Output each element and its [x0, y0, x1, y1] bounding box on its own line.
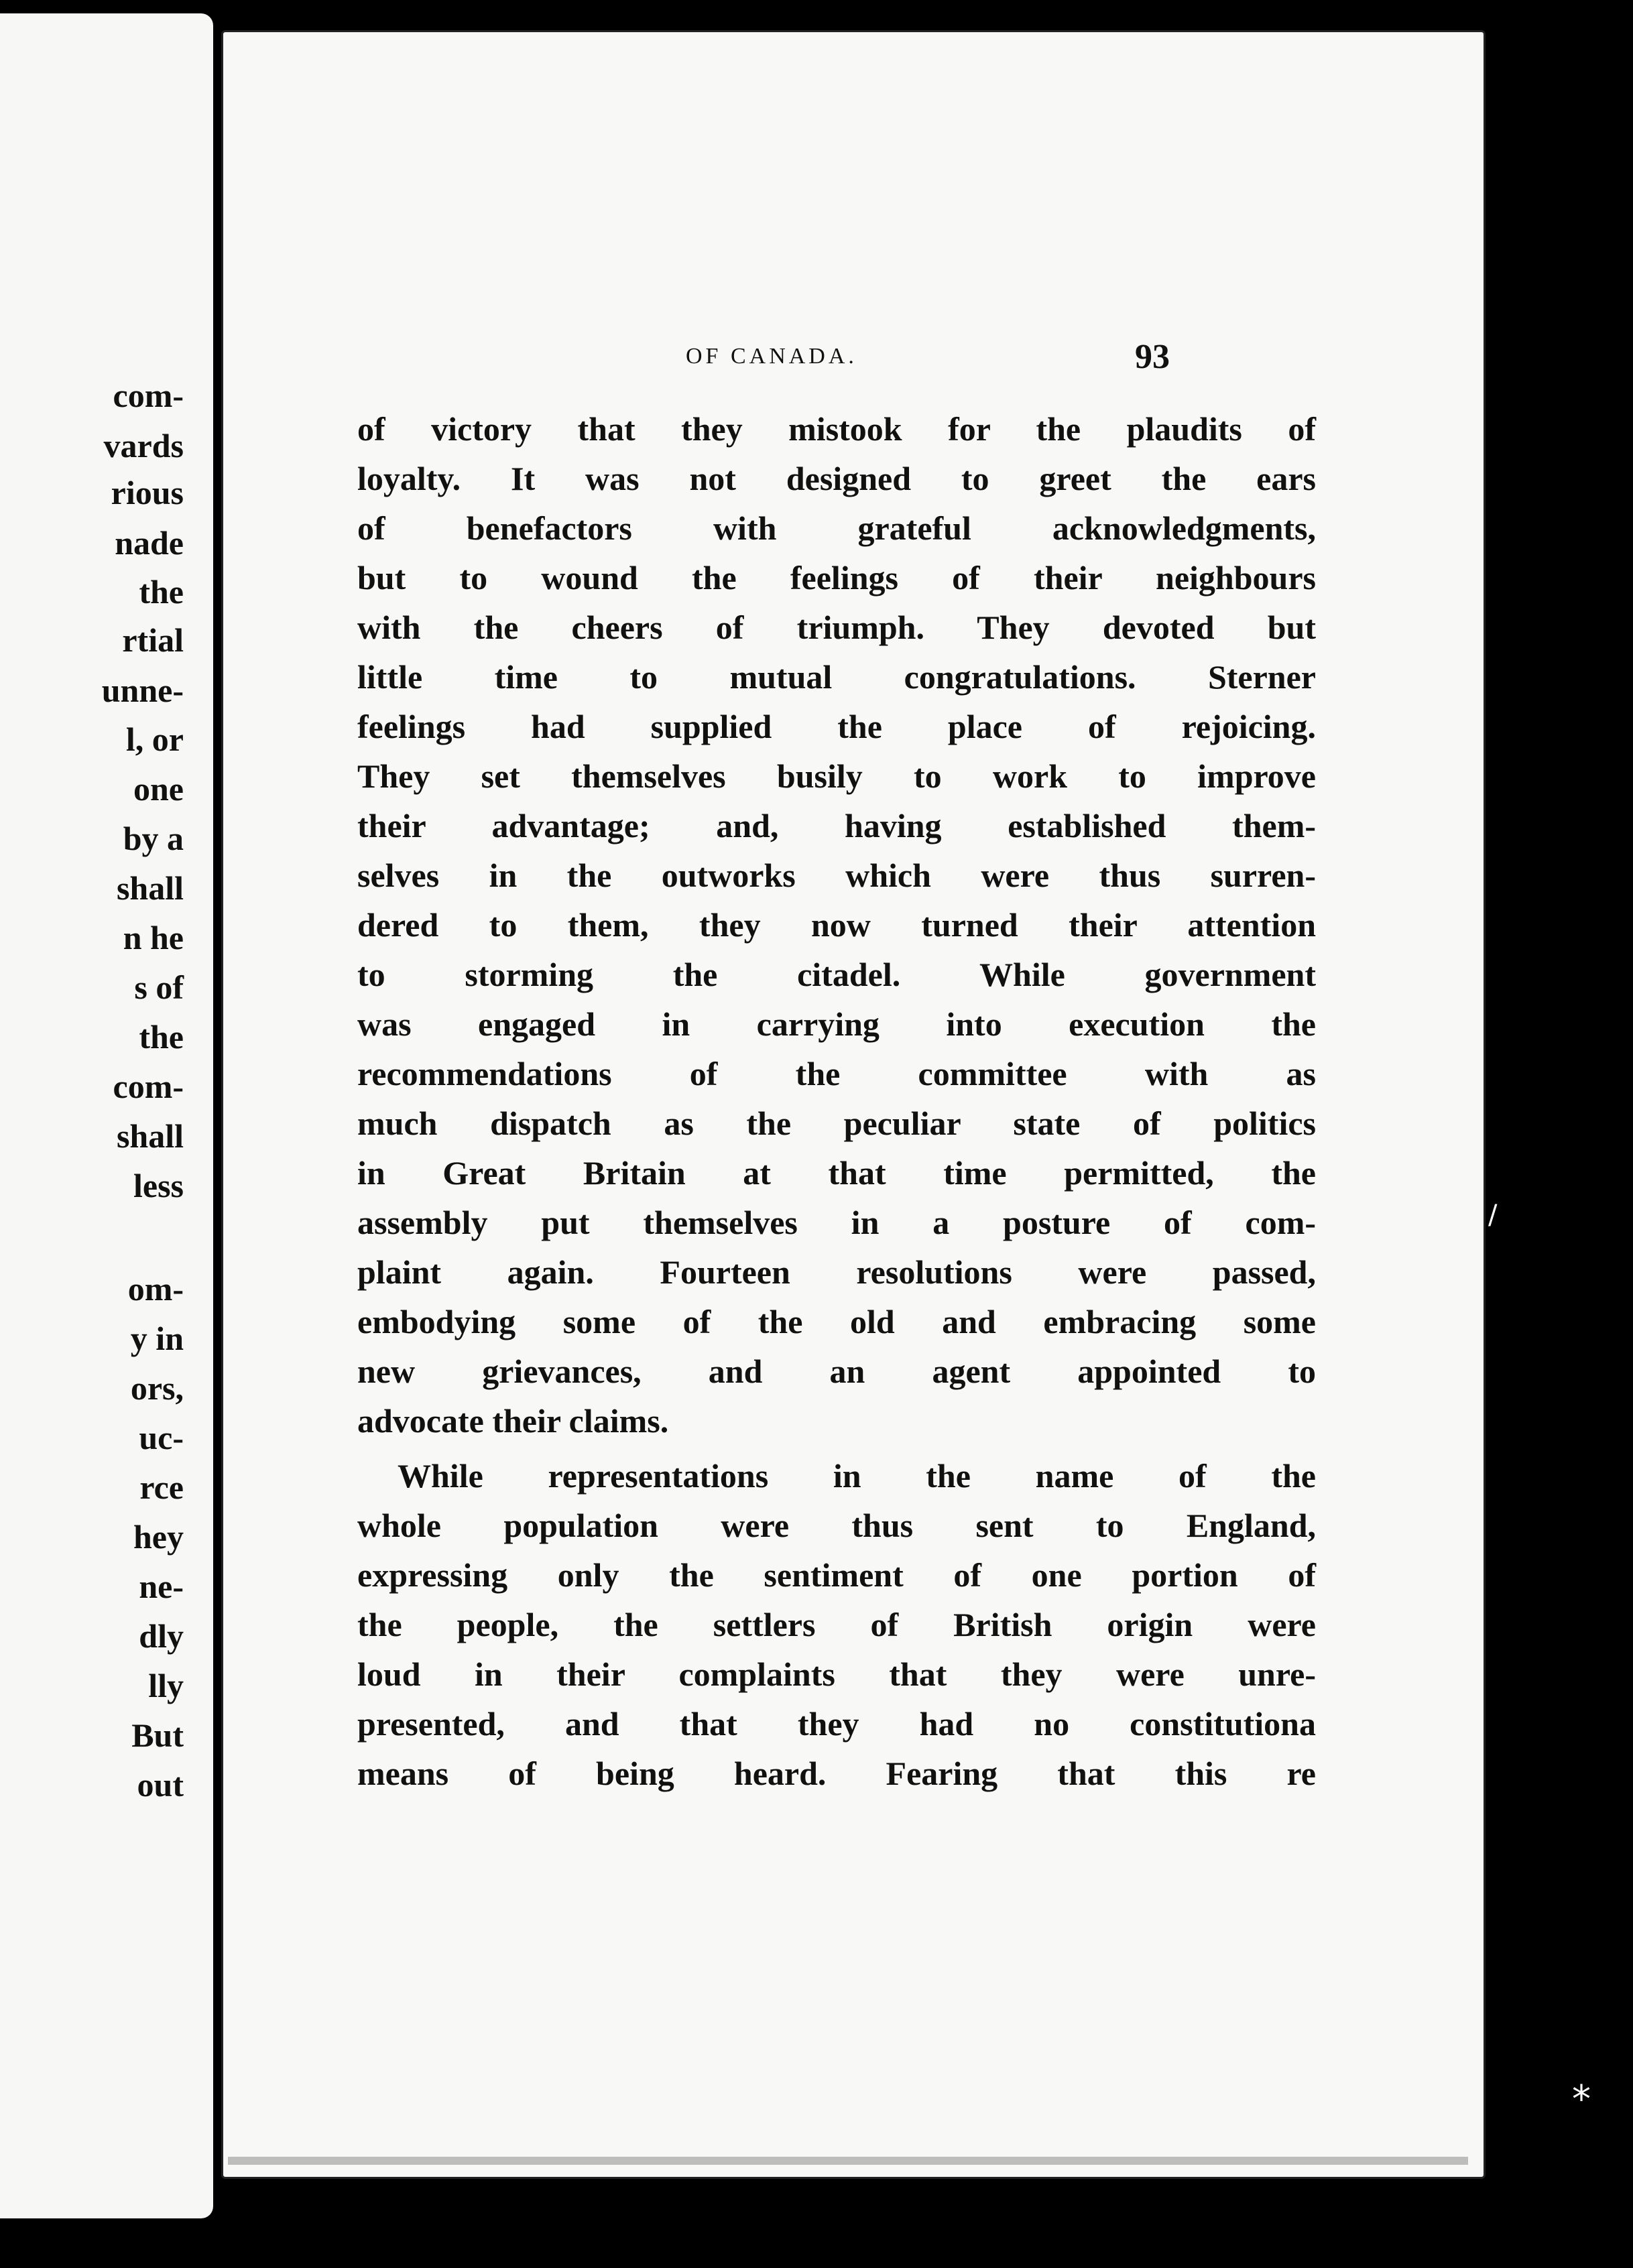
left-fragment: ors,	[130, 1369, 184, 1407]
text-line: dered to them, they now turned their attention	[357, 906, 1316, 944]
text-line: They set themselves busily to work to improve	[357, 757, 1316, 795]
text-line: whole population were thus sent to England,	[357, 1507, 1316, 1544]
left-fragment: y in	[130, 1320, 184, 1357]
text-line: advocate their claims.	[357, 1402, 669, 1440]
text-line: much dispatch as the peculiar state of politics	[357, 1105, 1316, 1142]
text-line: means of being heard. Fearing that this re	[357, 1755, 1316, 1792]
body-text	[357, 404, 1316, 1798]
left-fragment: one	[133, 770, 184, 808]
left-fragment: out	[137, 1766, 184, 1804]
text-line: plaint again. Fourteen resolutions were passed,	[357, 1253, 1316, 1291]
running-head: OF CANADA.	[686, 344, 857, 369]
text-line: with the cheers of triumph. They devoted but	[357, 609, 1316, 646]
left-fragment: l, or	[125, 720, 184, 758]
left-fragment: the	[139, 1018, 184, 1056]
left-fragment: less	[133, 1167, 184, 1204]
left-fragment: the	[139, 573, 184, 611]
text-line: embodying some of the old and embracing some	[357, 1303, 1316, 1340]
text-line: expressing only the sentiment of one portion of	[357, 1556, 1316, 1594]
text-line: recommendations of the committee with as	[357, 1055, 1316, 1092]
text-line: to storming the citadel. While government	[357, 956, 1316, 993]
left-page	[0, 13, 213, 2218]
left-fragment: nade	[115, 524, 184, 562]
text-line: little time to mutual congratulations. Sterner	[357, 658, 1316, 696]
left-fragment: com-	[113, 1068, 184, 1105]
text-line: of victory that they mistook for the plaudits of	[357, 410, 1316, 448]
left-fragment: ne-	[139, 1568, 184, 1605]
left-fragment: unne-	[101, 672, 184, 709]
left-fragment: shall	[116, 869, 184, 907]
left-fragment: uc-	[139, 1419, 184, 1456]
text-line: in Great Britain at that time permitted, the	[357, 1154, 1316, 1192]
left-fragment: om-	[127, 1270, 184, 1308]
left-fragment: shall	[116, 1117, 184, 1155]
left-fragment: vards	[103, 427, 184, 464]
left-fragment: hey	[133, 1518, 184, 1556]
page-header	[223, 337, 1484, 377]
text-line: loyalty. It was not designed to greet the ears	[357, 460, 1316, 497]
scan-speck: /	[1488, 1200, 1498, 1231]
left-fragment: But	[131, 1716, 184, 1754]
text-line: was engaged in carrying into execution the	[357, 1005, 1316, 1043]
left-fragment: rious	[111, 474, 184, 511]
text-line: but to wound the feelings of their neighbours	[357, 559, 1316, 596]
left-fragment: lly	[148, 1667, 184, 1704]
left-fragment: by a	[123, 820, 184, 857]
page-number: 93	[1135, 338, 1170, 376]
text-line: new grievances, and an agent appointed to	[357, 1352, 1316, 1390]
left-fragment: dly	[139, 1617, 184, 1655]
text-line: assembly put themselves in a posture of com-	[357, 1204, 1316, 1241]
text-line: While representations in the name of the	[398, 1457, 1316, 1495]
right-page	[221, 30, 1486, 2179]
paragraph-gap	[357, 1446, 1316, 1451]
left-fragment: s of	[134, 968, 184, 1006]
left-fragment: rtial	[122, 621, 184, 659]
page-bottom-edge	[228, 2157, 1468, 2165]
text-line: feelings had supplied the place of rejoicing.	[357, 708, 1316, 745]
text-line: their advantage; and, having established them-	[357, 807, 1316, 844]
text-line: the people, the settlers of British origin were	[357, 1606, 1316, 1643]
left-fragment: com-	[113, 377, 184, 414]
text-line: selves in the outworks which were thus surren-	[357, 857, 1316, 894]
text-line: loud in their complaints that they were unre-	[357, 1655, 1316, 1693]
left-fragment: rce	[139, 1468, 184, 1506]
scan-speck: *	[1572, 2078, 1591, 2121]
text-line: of benefactors with grateful acknowledgments,	[357, 509, 1316, 547]
text-line: presented, and that they had no constitutiona	[357, 1705, 1316, 1743]
left-fragment: n he	[123, 919, 184, 956]
